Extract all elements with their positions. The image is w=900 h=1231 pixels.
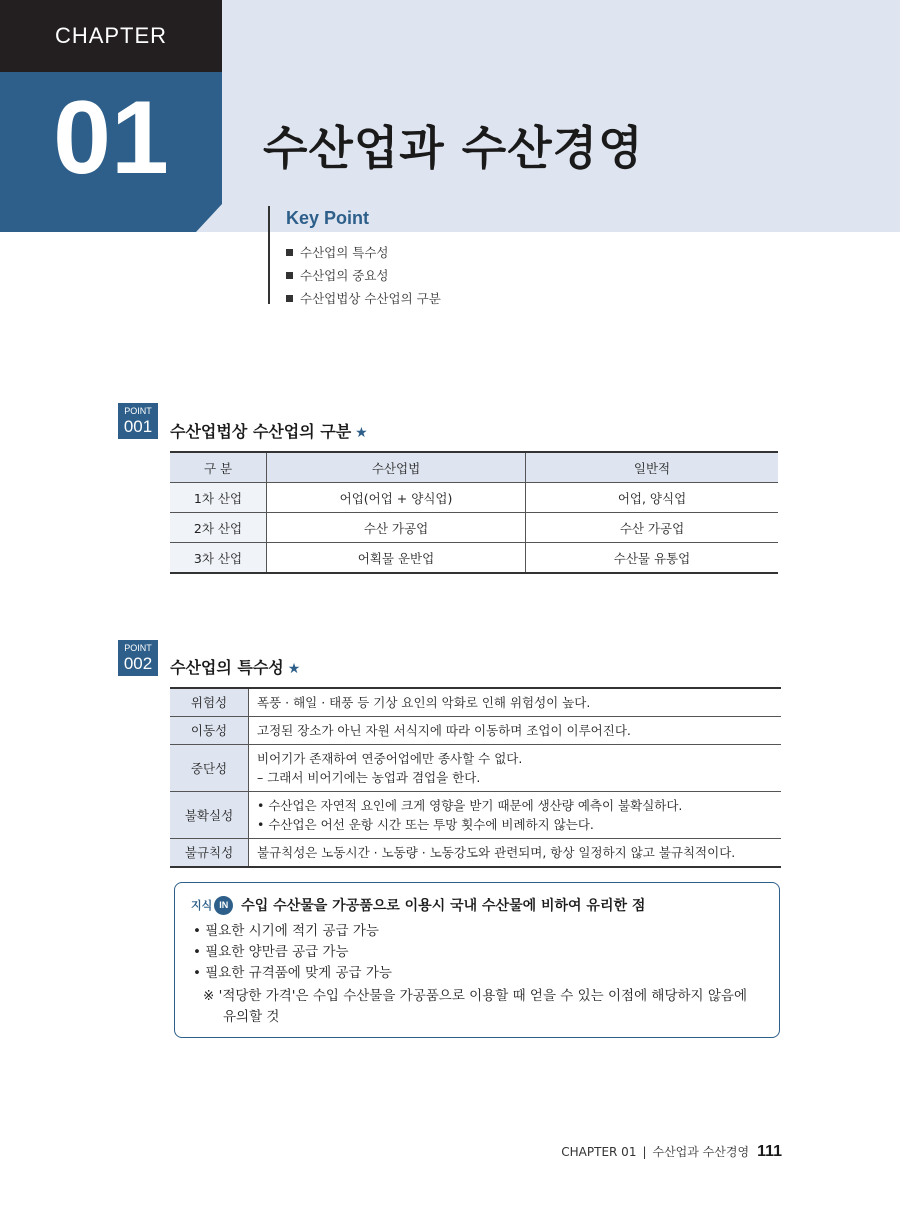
key-point-title: Key Point [286,208,370,228]
point-badge-002: POINT 002 [118,640,158,676]
table-row: 중단성 비어기가 존재하여 연중어업에만 종사할 수 없다. – 그래서 비어기에는 농업과 겸업을 한다. [170,745,781,792]
info-box-header [191,895,645,915]
knowledge-in-icon: IN [214,896,233,915]
chapter-number-block [0,72,222,232]
info-box-list [193,921,392,984]
info-box-title: 수입 수산물을 가공품으로 이용시 국내 수산물에 비하여 유리한 점 [241,898,646,914]
table-row: 3차 산업 어획물 운반업 수산물 유통업 [170,543,778,574]
info-box-note: ※ '적당한 가격'은 수입 수산물을 가공품으로 이용할 때 얻을 수 있는 이점에 해당하지 않음에 유의할 것 [203,988,747,1025]
key-point-item: 수산업법상 수산업의 구분 [286,289,441,307]
knowledge-in-box [174,882,780,1038]
star-icon: ★ [355,425,368,441]
key-point-item: 수산업의 특수성 [286,243,441,261]
key-point-item: 수산업의 중요성 [286,266,441,284]
footer-chapter: CHAPTER 01 [561,1145,637,1159]
square-bullet-icon [286,295,293,302]
key-point-list [286,243,441,307]
footer-title: 수산업과 수산경영 [652,1145,750,1159]
table-row: 2차 산업 수산 가공업 수산 가공업 [170,513,778,543]
industry-classification-table [170,451,778,574]
square-bullet-icon [286,272,293,279]
characteristics-table [170,687,781,868]
chapter-label: CHAPTER [0,0,222,72]
list-item: • 필요한 시기에 적기 공급 가능 [193,923,379,939]
footer-separator: | [642,1145,647,1159]
table-row: 위험성 폭풍 · 해일 · 태풍 등 기상 요인의 악화로 인해 위험성이 높다. [170,688,781,717]
list-item: • 필요한 양만큼 공급 가능 [193,944,349,960]
square-bullet-icon [286,249,293,256]
chapter-number: 01 [53,80,169,196]
page-footer [561,1143,782,1161]
page-number: 111 [757,1143,782,1160]
chapter-title: 수산업과 수산경영 [263,121,644,175]
table-row: 1차 산업 어업(어업 + 양식업) 어업, 양식업 [170,483,778,513]
table-row: 불확실성 • 수산업은 자연적 요인에 크게 영향을 받기 때문에 생산량 예측이 불확실하다. • 수산업은 어선 운항 시간 또는 투망 횟수에 비례하지 않는다. [170,792,781,839]
point-badge-001: POINT 001 [118,403,158,439]
key-point-box [268,206,441,304]
section-title-001: 수산업법상 수산업의 구분 ★ [170,422,368,441]
star-icon: ★ [287,661,301,677]
table-row: 불규칙성 불규칙성은 노동시간 · 노동량 · 노동강도와 관련되며, 항상 일정하지 않고 불규칙적이다. [170,839,781,868]
section-title-002: 수산업의 특수성 ★ [170,658,301,677]
table-header-row: 구 분 수산업법 일반적 [170,452,778,483]
info-label: 지식 [191,899,213,912]
table-row: 이동성 고정된 장소가 아닌 자원 서식지에 따라 이동하며 조업이 이루어진다. [170,717,781,745]
list-item: • 필요한 규격품에 맞게 공급 가능 [193,965,392,981]
